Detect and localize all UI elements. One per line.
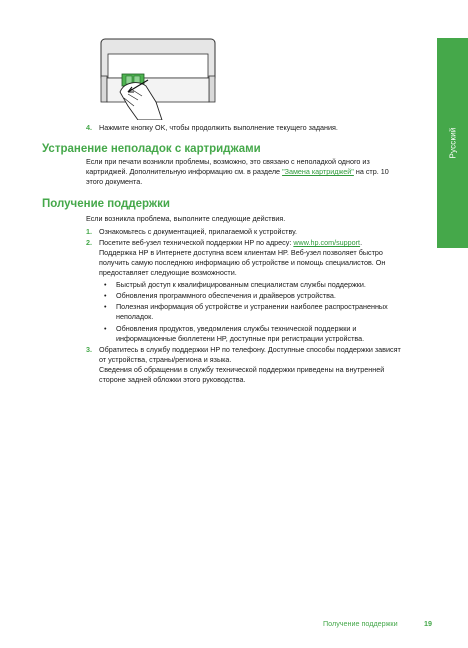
bullet-marker: • (104, 324, 107, 333)
step-text: стороне задней обложки этого руководства. (99, 375, 246, 384)
paragraph-line: Поддержка HP в Интернете доступна всем клиентам HP. Веб-узел позволяет быстро (99, 248, 383, 257)
paragraph-line: предоставляет следующие возможности. (99, 268, 237, 277)
bullet-text: неполадок. (116, 312, 154, 321)
bullet-text: Обновления продуктов, уведомления службы технической поддержки и (116, 324, 357, 333)
intro-text: Если возникла проблема, выполните следующие действия. (86, 214, 286, 223)
section-heading-cartridges: Устранение неполадок с картриджами (42, 143, 261, 155)
bullet-marker: • (104, 302, 107, 311)
step-text: Обратитесь в службу поддержки HP по телефону. Доступные способы поддержки зависят (99, 345, 401, 354)
paragraph-text: на стр. 10 (353, 167, 389, 176)
paragraph-line: этого документа. (86, 177, 143, 186)
step-text: от устройства, страны/региона и языка. (99, 355, 232, 364)
bullet-text: информационные бюллетени HP, доступные при регистрации устройства. (116, 334, 365, 343)
hp-support-link[interactable]: www.hp.com/support (293, 238, 361, 247)
paragraph-line: получить самую последнюю информацию об устройстве и помощь специалистов. Он (99, 258, 386, 267)
step-number: 4. (86, 123, 92, 132)
language-tab-label: Русский (448, 127, 457, 159)
step-text-suffix: . (360, 238, 363, 247)
replace-cartridges-link[interactable]: "Замена картриджей" (282, 167, 354, 176)
bullet-marker: • (104, 291, 107, 300)
step-text: Нажмите кнопку OK, чтобы продолжить выполнение текущего задания. (99, 123, 338, 132)
step-number: 3. (86, 345, 92, 354)
page-number: 19 (424, 619, 432, 628)
printer-cartridge-illustration (98, 36, 218, 120)
language-tab (437, 38, 468, 248)
bullet-text: Полезная информация об устройстве и устранении наиболее распространенных (116, 302, 388, 311)
section-heading-support: Получение поддержки (42, 198, 170, 210)
bullet-text: Быстрый доступ к квалифицированным специалистам службы поддержки. (116, 280, 366, 289)
step-text: Ознакомьтесь с документацией, прилагаемой к устройству. (99, 227, 297, 236)
paragraph-line: Если при печати возникли проблемы, возможно, это связано с неполадкой одного из (86, 157, 370, 166)
footer-section-title: Получение поддержки (323, 619, 398, 628)
step-text: Сведения об обращении в службу технической поддержки приведены на внутренней (99, 365, 385, 374)
paragraph-line (86, 167, 389, 177)
bullet-marker: • (104, 280, 107, 289)
paragraph-text: картриджей. Дополнительную информацию см. в разделе (86, 167, 283, 176)
step-number: 2. (86, 238, 92, 247)
bullet-text: Обновления программного обеспечения и драйверов устройства. (116, 291, 336, 300)
step-text (99, 238, 362, 248)
step-number: 1. (86, 227, 92, 236)
step-text-prefix: Посетите веб-узел технической поддержки HP по адресу: (99, 238, 294, 247)
